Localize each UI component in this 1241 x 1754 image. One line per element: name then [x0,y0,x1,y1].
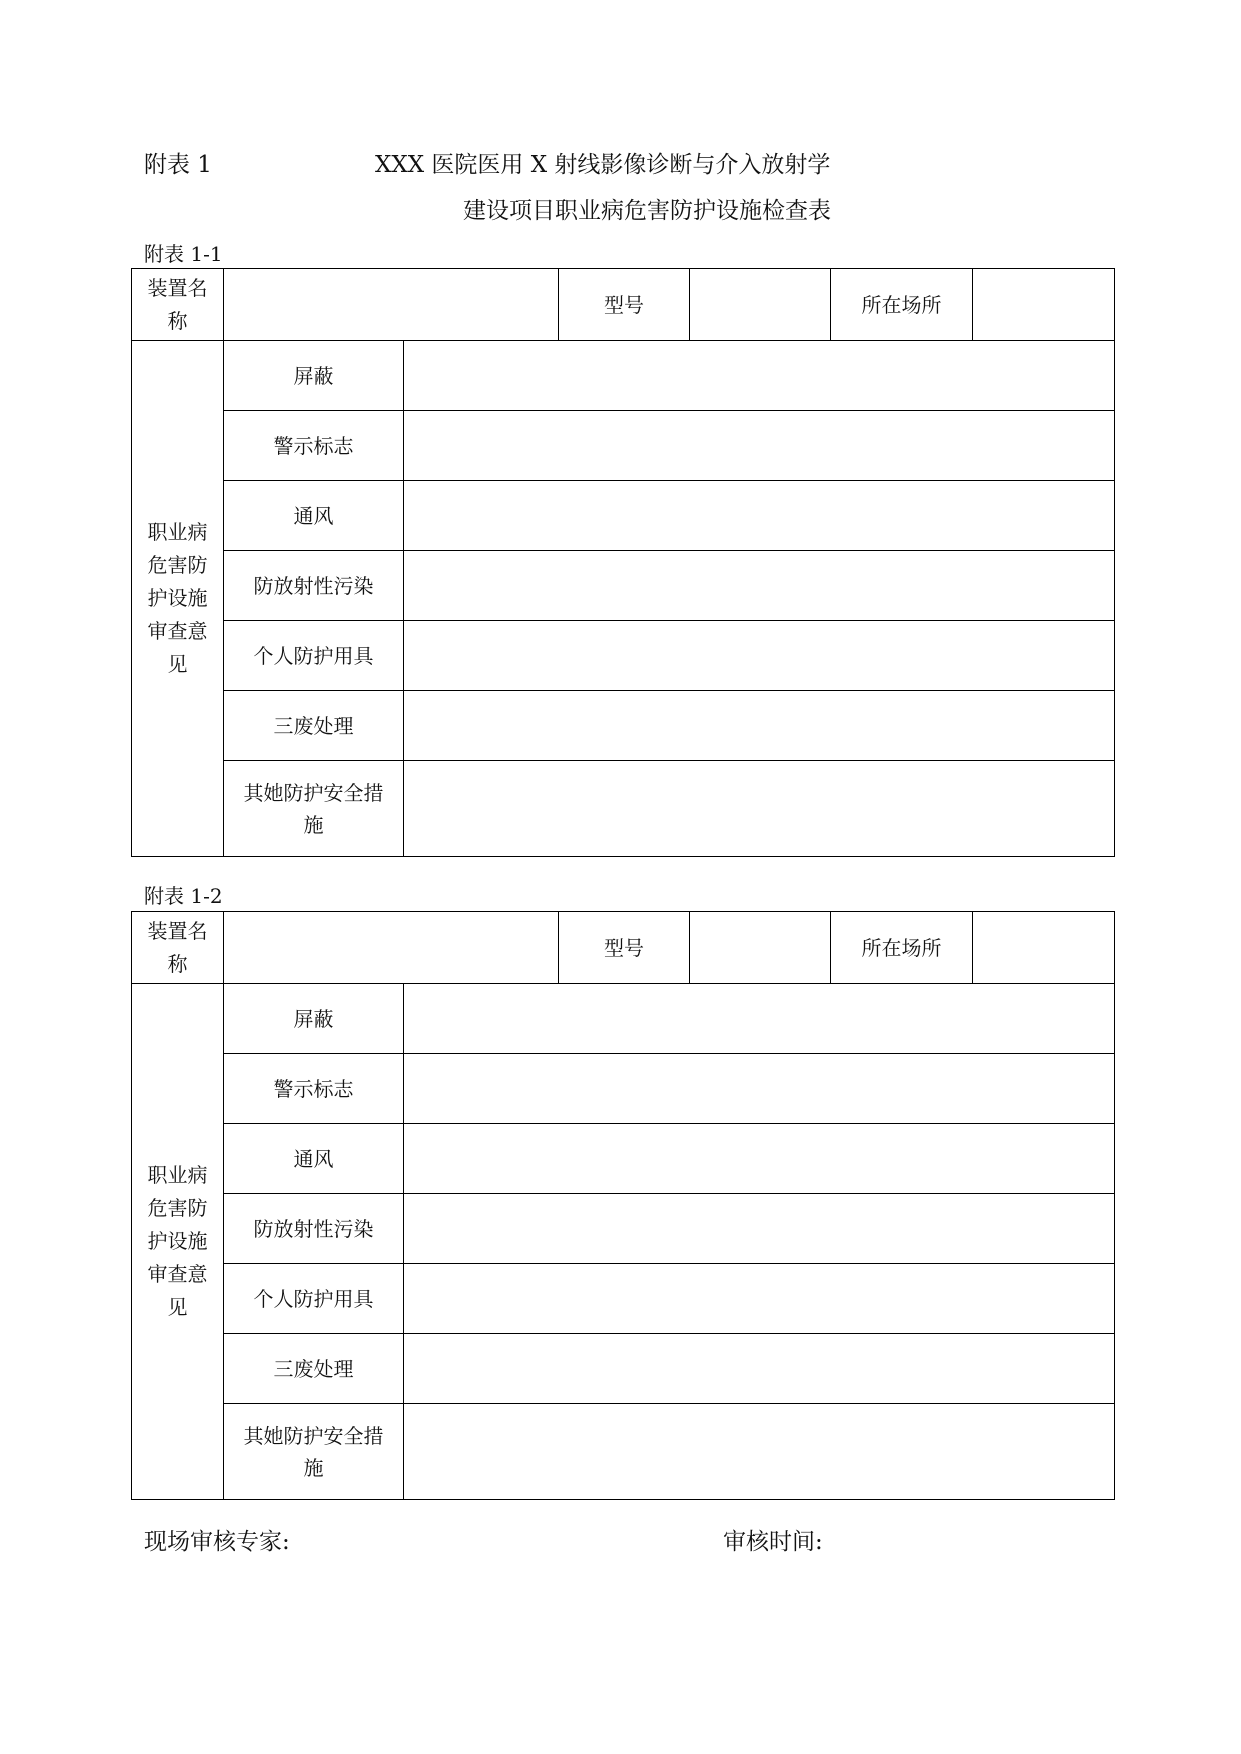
item-opinion-field[interactable] [404,1404,1115,1500]
item-label: 屏蔽 [224,341,404,411]
on-site-expert-label: 现场审核专家: [144,1529,290,1555]
item-opinion-field[interactable] [404,1124,1115,1194]
form-item-row [132,761,1115,857]
document-title-line-1: XXX 医院医用 X 射线影像诊断与介入放射学 [375,152,831,178]
location-field[interactable] [973,269,1115,341]
form-item-row [132,411,1115,481]
item-label: 其她防护安全措施 [224,761,404,857]
item-label: 防放射性污染 [224,1194,404,1264]
form-item-row [132,984,1115,1054]
item-opinion-field[interactable] [404,691,1115,761]
form-item-row [132,1194,1115,1264]
inspection-form-1 [131,268,1115,857]
form-item-row [132,1054,1115,1124]
form-item-row [132,1334,1115,1404]
device-name-label: 装置名称 [132,269,224,341]
item-label: 其她防护安全措施 [224,1404,404,1500]
form-header-row [132,269,1115,341]
item-label: 三废处理 [224,1334,404,1404]
form-item-row [132,551,1115,621]
item-opinion-field[interactable] [404,984,1115,1054]
device-name-field[interactable] [224,912,559,984]
item-label: 屏蔽 [224,984,404,1054]
device-name-field[interactable] [224,269,559,341]
item-opinion-field[interactable] [404,411,1115,481]
location-label: 所在场所 [831,912,973,984]
location-label: 所在场所 [831,269,973,341]
form-header-row [132,912,1115,984]
model-label: 型号 [559,269,690,341]
form-item-row [132,1404,1115,1500]
item-label: 通风 [224,1124,404,1194]
location-field[interactable] [973,912,1115,984]
form-item-row [132,481,1115,551]
item-opinion-field[interactable] [404,1194,1115,1264]
model-field[interactable] [690,912,831,984]
item-opinion-field[interactable] [404,341,1115,411]
item-label: 警示标志 [224,411,404,481]
model-label: 型号 [559,912,690,984]
category-label: 职业病危害防护设施审查意见 [132,984,224,1500]
form-1-subtitle: 附表 1-1 [144,242,223,266]
device-name-label: 装置名称 [132,912,224,984]
item-label: 三废处理 [224,691,404,761]
form-item-row [132,1264,1115,1334]
form-item-row [132,1124,1115,1194]
item-opinion-field[interactable] [404,1054,1115,1124]
form-item-row [132,341,1115,411]
item-opinion-field[interactable] [404,481,1115,551]
inspection-form-2 [131,911,1115,1500]
item-opinion-field[interactable] [404,1334,1115,1404]
item-label: 个人防护用具 [224,621,404,691]
form-item-row [132,621,1115,691]
item-label: 个人防护用具 [224,1264,404,1334]
item-opinion-field[interactable] [404,761,1115,857]
item-opinion-field[interactable] [404,621,1115,691]
form-2-subtitle: 附表 1-2 [144,884,223,908]
attachment-number: 附表 1 [144,152,212,178]
item-label: 防放射性污染 [224,551,404,621]
item-label: 通风 [224,481,404,551]
item-opinion-field[interactable] [404,551,1115,621]
item-label: 警示标志 [224,1054,404,1124]
model-field[interactable] [690,269,831,341]
document-title-line-2: 建设项目职业病危害防护设施检查表 [463,198,831,224]
review-time-label: 审核时间: [723,1529,823,1555]
category-label: 职业病危害防护设施审查意见 [132,341,224,857]
item-opinion-field[interactable] [404,1264,1115,1334]
form-item-row [132,691,1115,761]
